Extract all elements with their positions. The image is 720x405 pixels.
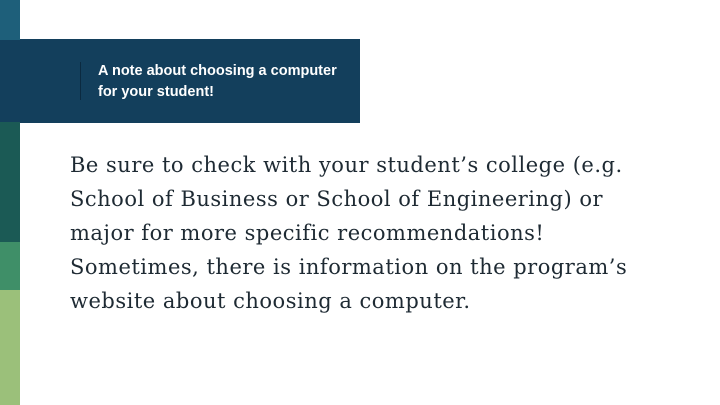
accent-stripe-top	[0, 0, 20, 40]
accent-stripe-green	[0, 242, 20, 290]
slide-title: A note about choosing a computer for your student!	[98, 63, 337, 100]
slide-body-text: Be sure to check with your student’s college (e.g. School of Business or School of Engineering) or major for more specific recommendations! Sometimes, there is information on the program’s website about choosing a computer.	[70, 153, 628, 313]
title-divider	[80, 62, 81, 100]
title-banner	[20, 39, 360, 123]
accent-stripe-light-green	[0, 290, 20, 405]
accent-stripe-navy	[0, 40, 20, 122]
accent-stripe-teal	[0, 122, 20, 242]
